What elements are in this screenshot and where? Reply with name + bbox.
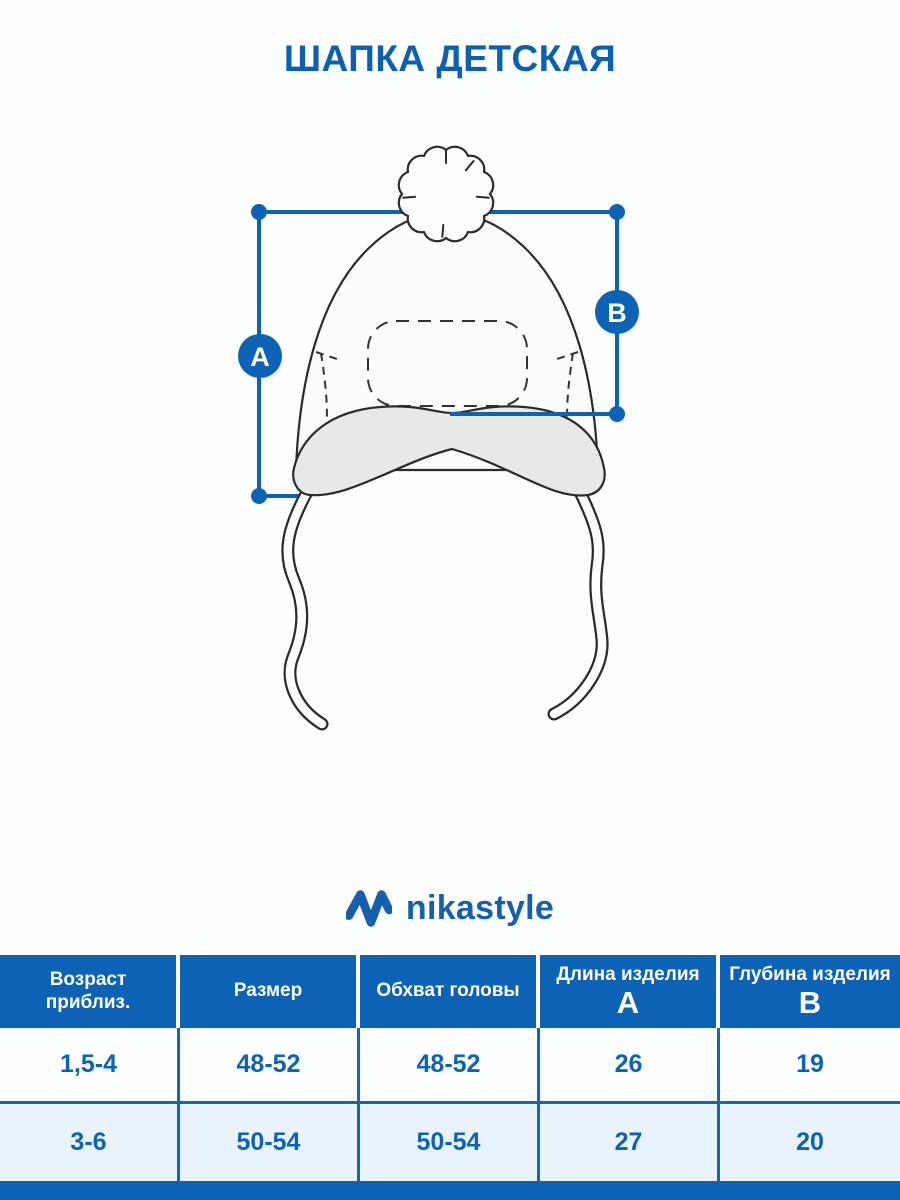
cell-size-row1: 48-52 xyxy=(180,1028,360,1104)
measure-badge-b-label: B xyxy=(607,298,627,328)
brand-logo xyxy=(0,886,900,930)
bottom-accent-bar xyxy=(0,1181,900,1200)
size-table xyxy=(0,955,900,1181)
tie-right xyxy=(554,492,602,714)
measure-dot-top-left xyxy=(251,204,267,220)
col-header-age-line2: приблиз. xyxy=(45,991,131,1013)
hat-diagram xyxy=(0,125,900,750)
col-header-length-label: Длина изделия xyxy=(556,963,700,985)
measure-badge-a xyxy=(238,334,282,378)
cell-head-girth-row1: 48-52 xyxy=(360,1028,540,1104)
measure-badge-b xyxy=(595,290,639,334)
col-header-length-letter: A xyxy=(616,984,640,1020)
brand-logo-icon xyxy=(346,886,392,930)
measure-dot-top-right xyxy=(609,204,625,220)
col-header-age xyxy=(0,955,180,1028)
measure-dot-bottom-right xyxy=(609,406,625,422)
col-header-head-girth-label: Обхват головы xyxy=(376,980,520,1002)
cell-length-row1: 26 xyxy=(540,1028,720,1104)
cell-depth-row1: 19 xyxy=(720,1028,900,1104)
tie-left xyxy=(288,494,322,724)
col-header-size-label: Размер xyxy=(233,980,303,1002)
col-header-depth-label: Глубина изделия xyxy=(729,963,891,985)
cell-head-girth-row2: 50-54 xyxy=(360,1104,540,1181)
brand-logo-text: nikastyle xyxy=(405,888,555,927)
col-header-depth-letter: B xyxy=(798,984,822,1020)
cell-depth-row2: 20 xyxy=(720,1104,900,1181)
col-header-age-line1: Возраст xyxy=(49,969,127,991)
col-header-size xyxy=(180,955,360,1028)
measure-dot-bottom-left xyxy=(251,488,267,504)
col-header-depth xyxy=(720,955,900,1028)
col-header-head-girth xyxy=(360,955,540,1028)
measure-badge-a-label: A xyxy=(250,342,270,372)
cell-age-row2: 3-6 xyxy=(0,1104,180,1181)
page-title: ШАПКА ДЕТСКАЯ xyxy=(283,38,617,79)
cell-length-row2: 27 xyxy=(540,1104,720,1181)
col-header-length xyxy=(540,955,720,1028)
cell-size-row2: 50-54 xyxy=(180,1104,360,1181)
cell-age-row1: 1,5-4 xyxy=(0,1028,180,1104)
